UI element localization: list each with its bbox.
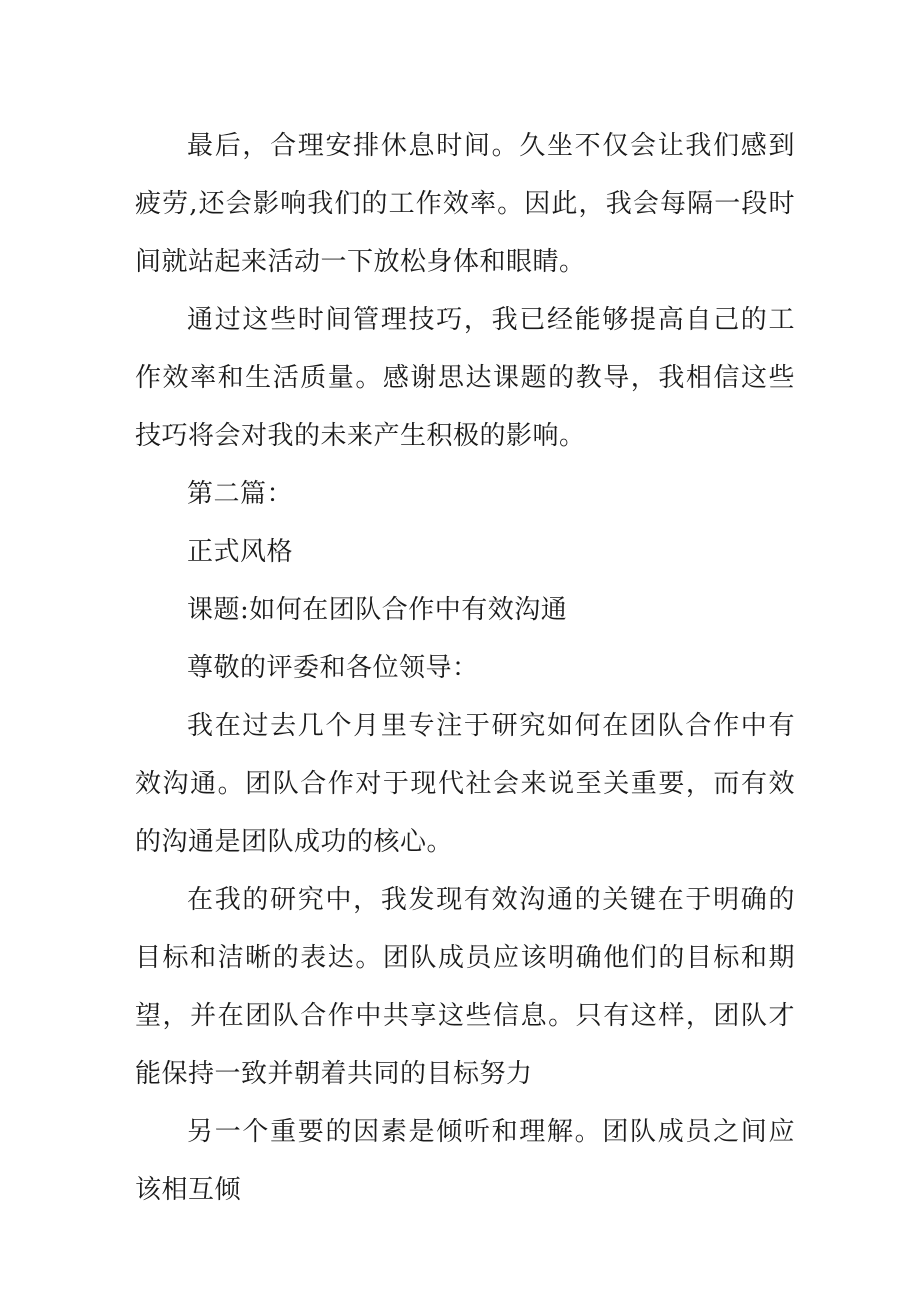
- salutation: 尊敬的评委和各位领导：: [187, 653, 479, 683]
- paragraph-time-management-summary: 通过这些时间管理技巧，我已经能够提高自己的工作效率和生活质量。感谢思达课题的教导，我相信这些技巧将会对我的未来产生积极的影响。: [135, 305, 795, 451]
- paragraph-clear-goals: 在我的研究中，我发现有效沟通的关键在于明确的目标和洁晰的表达。团队成员应该明确他们的目标和期望，并在团队合作中共享这些信息。只有这样，团队才能保持一致并朝着共同的目标努力: [135, 885, 795, 1089]
- topic-title: 课题:如何在团队合作中有效沟通: [187, 595, 568, 625]
- paragraph-research-intro: 我在过去几个月里专注于研究如何在团队合作中有效沟通。团队合作对于现代社会来说至关重要，而有效的沟通是团队成功的核心。: [135, 711, 795, 857]
- paragraph-listening: 另一个重要的因素是倾听和理解。团队成员之间应该相互倾: [135, 1117, 795, 1205]
- document-body: [135, 117, 795, 1219]
- style-label: 正式风格: [187, 537, 294, 567]
- paragraph-rest-time: 最后，合理安排休息时间。久坐不仅会让我们感到疲劳,还会影响我们的工作效率。因此，我会每隔一段时间就站起来活动一下放松身体和眼睛。: [135, 131, 795, 277]
- section-heading: 第二篇：: [187, 479, 294, 509]
